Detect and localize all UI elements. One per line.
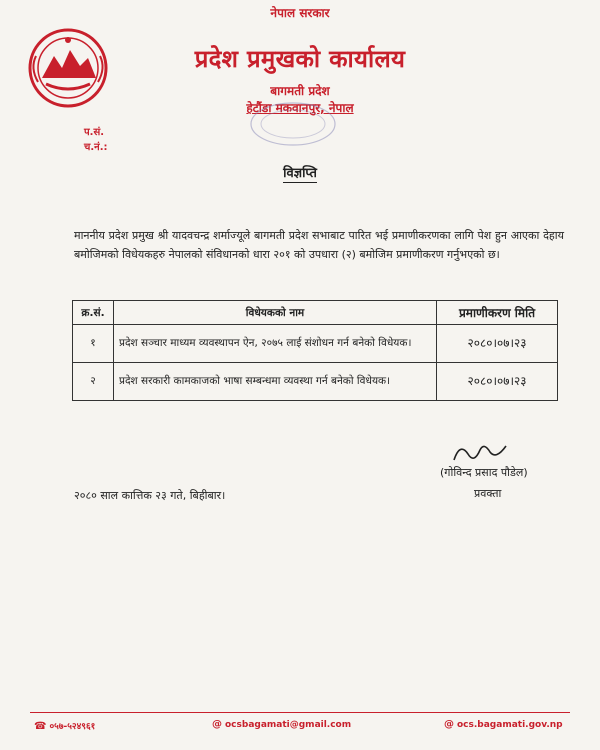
office-stamp-icon: [248, 100, 338, 148]
bills-table: [72, 300, 558, 401]
government-name: नेपाल सरकार: [270, 6, 330, 20]
table-row: [73, 363, 558, 401]
signature-icon: [450, 438, 510, 468]
globe-icon: @: [444, 719, 454, 730]
dispatch-number-label: च.नं.:: [84, 142, 108, 153]
row-certification-date: २०८०।०७।२३: [437, 363, 558, 401]
province-name: बागमती प्रदेश: [270, 84, 330, 98]
notice-title: विज्ञप्ति: [283, 166, 317, 181]
header-certification-date: प्रमाणीकरण मिति: [437, 301, 558, 325]
row-certification-date: २०८०।०७।२३: [437, 325, 558, 363]
office-name: प्रदेश प्रमुखको कार्यालय: [194, 45, 406, 73]
office-address: हेटौंडा मकवानपुर, नेपाल: [246, 101, 354, 115]
email-icon: @: [212, 719, 222, 730]
footer-divider: [30, 712, 570, 713]
row-bill-name: प्रदेश सञ्चार माध्यम व्यवस्थापन ऐन, २०७५ लाई संशोधन गर्न बनेको विधेयक।: [114, 325, 437, 363]
footer-email[interactable]: @ ocsbagamati@gmail.com: [212, 719, 352, 730]
reference-number-label: प.सं.: [84, 127, 105, 138]
notice-body: माननीय प्रदेश प्रमुख श्री यादवचन्द्र शर्माज्यूले बागमती प्रदेश सभाबाट पारित भई प्रमाणीकरणका लागि पेश हुन आएका देहाय बमोजिमको विधेयकहरु नेपालको संविधानको धारा २०१ को उपधारा (२) बमोजिम प्रमाणीकरण गर्नुभएको छ।: [74, 229, 564, 261]
row-serial: २: [73, 363, 114, 401]
table-header-row: [73, 301, 558, 325]
footer-website[interactable]: @ ocs.bagamati.gov.np: [444, 719, 563, 730]
signatory-role: प्रवक्ता: [474, 487, 502, 500]
row-serial: १: [73, 325, 114, 363]
table-row: [73, 325, 558, 363]
header-serial: क्र.सं.: [73, 301, 114, 325]
footer-phone: ☎ ०५७-५२४९६१: [34, 721, 96, 732]
phone-icon: ☎: [34, 721, 47, 732]
header-bill-name: विधेयकको नाम: [114, 301, 437, 325]
issue-date: २०८० साल कात्तिक २३ गते, बिहीबार।: [74, 489, 226, 502]
row-bill-name: प्रदेश सरकारी कामकाजको भाषा सम्बन्धमा व्यवस्था गर्न बनेको विधेयक।: [114, 363, 437, 401]
signatory-name: (गोविन्द प्रसाद पौडेल): [440, 466, 528, 479]
